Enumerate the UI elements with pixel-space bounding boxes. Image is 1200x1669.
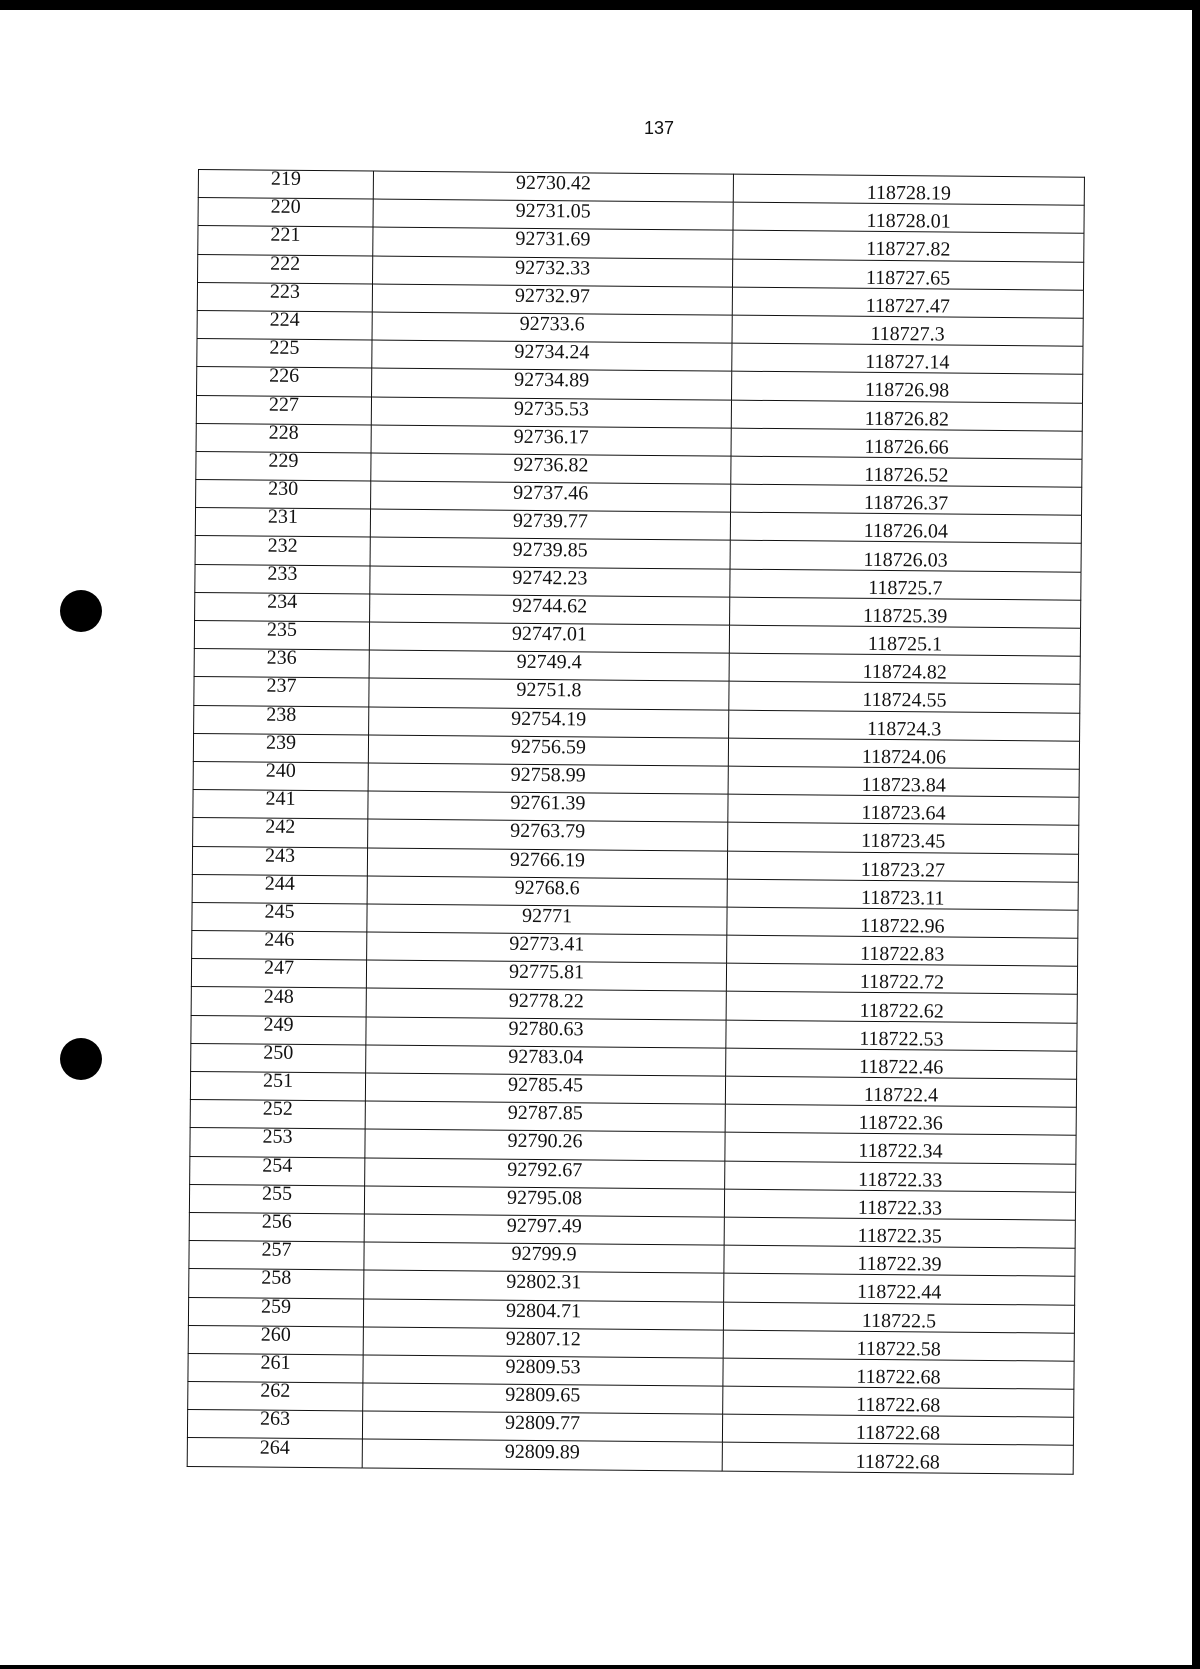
- point-number-cell-text: 238: [266, 703, 297, 726]
- y-coordinate-cell-text: 118722.5: [861, 1309, 937, 1333]
- y-coordinate-cell-text: 118725.39: [862, 604, 948, 628]
- point-number-cell-text: 243: [264, 844, 296, 867]
- x-coordinate-cell-text: 92739.85: [512, 538, 588, 561]
- y-coordinate-cell-text: 118722.83: [859, 942, 945, 966]
- x-coordinate-cell-text: 92739.77: [512, 510, 589, 533]
- point-number-cell: [188, 1325, 363, 1355]
- x-coordinate-cell: [367, 904, 727, 935]
- point-number-cell: [197, 282, 372, 312]
- y-coordinate-cell: [725, 1161, 1076, 1192]
- y-coordinate-cell-text: 118723.27: [860, 858, 946, 882]
- y-coordinate-cell-text: 118722.44: [856, 1281, 942, 1304]
- x-coordinate-cell: [371, 397, 731, 428]
- point-number-cell-text: 257: [261, 1238, 292, 1262]
- y-coordinate-cell: [723, 1330, 1074, 1361]
- x-coordinate-cell-text: 92766.19: [509, 848, 586, 871]
- y-coordinate-cell: [727, 907, 1078, 938]
- y-coordinate-cell-text: 118722.96: [860, 914, 945, 938]
- point-number-cell-text: 250: [263, 1041, 294, 1064]
- x-coordinate-cell: [362, 1439, 722, 1470]
- point-number-cell: [192, 902, 367, 932]
- point-number-cell: [196, 451, 371, 481]
- point-number-cell: [187, 1438, 362, 1468]
- x-coordinate-cell: [370, 566, 730, 597]
- point-number-cell: [189, 1184, 364, 1214]
- x-coordinate-cell: [362, 1411, 722, 1442]
- x-coordinate-cell-text: 92742.23: [512, 566, 588, 590]
- x-coordinate-cell: [366, 1045, 726, 1076]
- point-number-cell: [195, 564, 370, 594]
- x-coordinate-cell-text: 92802.31: [506, 1271, 582, 1294]
- point-number-cell-text: 247: [263, 956, 295, 980]
- y-coordinate-cell: [724, 1245, 1075, 1276]
- point-number-cell-text: 245: [264, 900, 295, 923]
- point-number-cell: [195, 536, 370, 566]
- x-coordinate-cell-text: 92744.62: [512, 594, 588, 618]
- y-coordinate-cell: [729, 625, 1080, 656]
- point-number-cell-text: 252: [262, 1097, 293, 1121]
- x-coordinate-cell-text: 92795.08: [506, 1186, 583, 1210]
- y-coordinate-cell-text: 118722.53: [859, 1027, 944, 1051]
- x-coordinate-cell: [363, 1298, 723, 1329]
- y-coordinate-cell: [727, 879, 1078, 910]
- point-number-cell-text: 240: [265, 759, 296, 782]
- y-coordinate-cell: [724, 1217, 1075, 1248]
- x-coordinate-cell: [370, 537, 730, 568]
- point-number-cell-text: 253: [262, 1126, 293, 1149]
- y-coordinate-cell-text: 118727.65: [865, 266, 951, 290]
- point-number-cell-text: 261: [260, 1351, 291, 1374]
- x-coordinate-cell: [373, 227, 733, 258]
- point-number-cell-text: 237: [266, 675, 297, 698]
- x-coordinate-cell-text: 92749.4: [516, 651, 582, 674]
- coordinates-table: [187, 169, 1085, 1474]
- y-coordinate-cell-text: 118727.82: [866, 238, 951, 262]
- point-number-cell-text: 262: [260, 1379, 291, 1403]
- y-coordinate-cell-text: 118722.36: [858, 1112, 943, 1135]
- x-coordinate-cell-text: 92790.26: [507, 1130, 583, 1153]
- y-coordinate-cell: [733, 174, 1084, 205]
- y-coordinate-cell-text: 118724.82: [862, 661, 947, 684]
- y-coordinate-cell-text: 118722.58: [856, 1337, 941, 1361]
- x-coordinate-cell: [369, 678, 729, 709]
- x-coordinate-cell: [370, 594, 730, 625]
- y-coordinate-cell-text: 118726.82: [864, 407, 950, 431]
- y-coordinate-cell-text: 118727.47: [865, 294, 951, 318]
- coordinates-table-container: [187, 169, 1084, 1474]
- x-coordinate-cell-text: 92809.53: [505, 1355, 581, 1379]
- y-coordinate-cell-text: 118722.33: [857, 1196, 943, 1220]
- x-coordinate-cell-text: 92737.46: [513, 481, 589, 505]
- x-coordinate-cell-text: 92735.53: [513, 397, 590, 421]
- x-coordinate-cell-text: 92732.33: [515, 256, 591, 280]
- point-number-cell: [196, 395, 371, 425]
- x-coordinate-cell-text: 92775.81: [508, 961, 585, 984]
- x-coordinate-cell: [368, 819, 728, 850]
- x-coordinate-cell: [365, 1101, 725, 1132]
- point-number-cell-text: 241: [265, 787, 296, 811]
- x-coordinate-cell: [372, 368, 732, 399]
- y-coordinate-cell: [729, 653, 1080, 684]
- y-coordinate-cell: [726, 992, 1077, 1023]
- x-coordinate-cell: [369, 707, 729, 738]
- y-coordinate-cell: [722, 1443, 1073, 1474]
- x-coordinate-cell: [363, 1327, 723, 1358]
- x-coordinate-cell: [363, 1355, 723, 1386]
- point-number-cell-text: 258: [261, 1267, 292, 1290]
- x-coordinate-cell-text: 92799.9: [511, 1242, 577, 1266]
- y-coordinate-cell: [732, 287, 1083, 318]
- point-number-cell-text: 229: [268, 449, 299, 472]
- y-coordinate-cell: [726, 1048, 1077, 1079]
- point-number-cell: [198, 167, 373, 200]
- y-coordinate-cell: [728, 822, 1079, 853]
- point-number-cell-text: 264: [259, 1436, 290, 1459]
- point-number-cell: [192, 874, 367, 904]
- x-coordinate-cell-text: 92758.99: [510, 763, 586, 787]
- x-coordinate-cell: [365, 1073, 725, 1104]
- y-coordinate-cell-text: 118722.72: [859, 971, 945, 994]
- y-coordinate-cell-text: 118722.46: [858, 1055, 944, 1079]
- point-number-cell: [188, 1353, 363, 1383]
- point-number-cell-text: 242: [265, 816, 296, 839]
- point-number-cell-text: 230: [268, 477, 299, 501]
- x-coordinate-cell: [367, 876, 727, 907]
- point-number-cell: [195, 592, 370, 622]
- point-number-cell-text: 256: [261, 1210, 292, 1233]
- y-coordinate-cell-text: 118722.34: [858, 1140, 943, 1164]
- x-coordinate-cell-text: 92771: [521, 904, 573, 928]
- point-number-cell-text: 255: [261, 1182, 293, 1205]
- x-coordinate-cell: [364, 1270, 724, 1301]
- y-coordinate-cell: [733, 202, 1084, 233]
- y-coordinate-cell: [728, 794, 1079, 825]
- y-coordinate-cell: [724, 1273, 1075, 1304]
- point-number-cell: [197, 367, 372, 397]
- x-coordinate-cell-text: 92736.82: [513, 453, 589, 477]
- y-coordinate-cell: [731, 456, 1082, 487]
- point-number-cell: [191, 987, 366, 1017]
- x-coordinate-cell-text: 92809.77: [504, 1412, 581, 1435]
- y-coordinate-cell-text: 118728.19: [866, 181, 952, 205]
- point-number-cell: [187, 1407, 362, 1440]
- y-coordinate-cell-text: 118723.45: [860, 830, 946, 853]
- y-coordinate-cell-text: 118722.39: [857, 1253, 942, 1276]
- point-number-cell-text: 260: [260, 1323, 291, 1346]
- x-coordinate-cell-text: 92809.65: [505, 1383, 581, 1407]
- y-coordinate-cell: [732, 371, 1083, 402]
- y-coordinate-cell-text: 118723.64: [861, 802, 946, 825]
- point-number-cell-text: 223: [269, 280, 301, 303]
- x-coordinate-cell-text: 92809.89: [504, 1440, 580, 1463]
- x-coordinate-cell: [366, 988, 726, 1019]
- point-number-cell-text: 225: [269, 336, 300, 360]
- y-coordinate-cell: [732, 259, 1083, 290]
- x-coordinate-cell: [369, 650, 729, 681]
- y-coordinate-cell-text: 118722.68: [855, 1450, 940, 1474]
- y-coordinate-cell: [726, 1020, 1077, 1051]
- point-number-cell-text: 236: [266, 646, 297, 670]
- y-coordinate-cell-text: 118722.68: [855, 1422, 941, 1445]
- point-number-cell-text: 221: [270, 224, 301, 247]
- point-number-cell: [193, 818, 368, 848]
- y-coordinate-cell: [730, 569, 1081, 600]
- y-coordinate-cell: [730, 597, 1081, 628]
- point-number-cell: [191, 1015, 366, 1045]
- point-number-cell-text: 235: [266, 618, 298, 641]
- point-number-cell: [193, 733, 368, 763]
- point-number-cell-text: 246: [264, 928, 295, 952]
- y-coordinate-cell-text: 118722.68: [856, 1393, 941, 1417]
- y-coordinate-cell-text: 118726.98: [864, 379, 950, 402]
- page-number: 137: [643, 118, 675, 138]
- x-coordinate-cell-text: 92761.39: [510, 791, 586, 815]
- x-coordinate-cell-text: 92751.8: [516, 679, 582, 702]
- point-number-cell-text: 224: [269, 308, 300, 331]
- x-coordinate-cell: [373, 199, 733, 230]
- x-coordinate-cell-text: 92787.85: [507, 1102, 583, 1125]
- y-coordinate-cell-text: 118724.55: [862, 689, 947, 713]
- point-number-cell: [194, 705, 369, 735]
- x-coordinate-cell-text: 92768.6: [514, 876, 580, 900]
- x-coordinate-cell: [372, 284, 732, 315]
- y-coordinate-cell-text: 118726.03: [863, 548, 948, 572]
- point-number-cell: [197, 310, 372, 340]
- point-number-cell: [190, 1071, 365, 1101]
- point-number-cell: [191, 1043, 366, 1073]
- x-coordinate-cell: [364, 1214, 724, 1245]
- y-coordinate-cell-text: 118725.1: [867, 632, 943, 656]
- x-coordinate-cell-text: 92763.79: [510, 820, 586, 843]
- y-coordinate-cell: [723, 1386, 1074, 1417]
- x-coordinate-cell-text: 92732.97: [514, 284, 591, 308]
- point-number-cell-text: 233: [267, 562, 298, 585]
- x-coordinate-cell: [368, 763, 728, 794]
- point-number-cell: [194, 620, 369, 650]
- x-coordinate-cell: [365, 1158, 725, 1189]
- y-coordinate-cell-text: 118726.04: [863, 520, 949, 543]
- point-number-cell-text: 219: [270, 167, 302, 190]
- x-coordinate-cell-text: 92756.59: [510, 735, 587, 759]
- y-coordinate-cell: [726, 963, 1077, 994]
- point-number-cell-text: 226: [269, 365, 300, 388]
- point-number-cell-text: 263: [259, 1407, 291, 1431]
- y-coordinate-cell-text: 118724.3: [866, 717, 942, 741]
- x-coordinate-cell-text: 92773.41: [509, 932, 585, 956]
- y-coordinate-cell: [722, 1414, 1073, 1445]
- point-number-cell-text: 234: [267, 590, 298, 613]
- y-coordinate-cell: [727, 851, 1078, 882]
- point-number-cell: [190, 1128, 365, 1158]
- x-coordinate-cell-text: 92730.42: [515, 171, 591, 195]
- point-number-cell-text: 244: [264, 872, 295, 895]
- point-number-cell-text: 259: [260, 1295, 292, 1318]
- x-coordinate-cell-text: 92731.69: [515, 228, 591, 251]
- x-coordinate-cell: [371, 481, 731, 512]
- y-coordinate-cell-text: 118724.06: [861, 745, 947, 769]
- y-coordinate-cell-text: 118728.01: [866, 210, 951, 233]
- point-number-cell-text: 251: [262, 1069, 294, 1092]
- x-coordinate-cell: [371, 425, 731, 456]
- y-coordinate-cell-text: 118726.37: [863, 491, 949, 515]
- x-coordinate-cell: [364, 1186, 724, 1217]
- y-coordinate-cell-text: 118722.4: [863, 1083, 939, 1107]
- x-coordinate-cell: [364, 1242, 724, 1273]
- point-number-cell-text: 222: [270, 252, 301, 275]
- x-coordinate-cell: [365, 1129, 725, 1160]
- x-coordinate-cell-text: 92734.89: [514, 369, 590, 392]
- point-number-cell-text: 239: [265, 731, 297, 754]
- x-coordinate-cell: [368, 791, 728, 822]
- x-coordinate-cell-text: 92785.45: [507, 1073, 584, 1097]
- point-number-cell: [189, 1269, 364, 1299]
- point-number-cell: [191, 956, 366, 989]
- y-coordinate-cell: [731, 400, 1082, 431]
- y-coordinate-cell: [733, 231, 1084, 262]
- point-number-cell-text: 228: [268, 421, 299, 444]
- x-coordinate-cell-text: 92733.6: [519, 312, 585, 336]
- x-coordinate-cell: [368, 735, 728, 766]
- x-coordinate-cell-text: 92783.04: [508, 1045, 584, 1069]
- point-number-cell: [188, 1297, 363, 1327]
- x-coordinate-cell-text: 92754.19: [511, 707, 587, 731]
- x-coordinate-cell-text: 92780.63: [508, 1017, 584, 1041]
- y-coordinate-cell-text: 118722.68: [856, 1365, 941, 1389]
- x-coordinate-cell: [367, 932, 727, 963]
- punch-hole: [60, 1038, 102, 1080]
- point-number-cell-text: 231: [267, 505, 299, 529]
- y-coordinate-cell: [723, 1302, 1074, 1333]
- point-number-cell: [193, 761, 368, 791]
- y-coordinate-cell-text: 118725.7: [868, 576, 943, 600]
- x-coordinate-cell-text: 92778.22: [508, 989, 584, 1012]
- punch-hole: [60, 590, 102, 632]
- y-coordinate-cell-text: 118722.35: [857, 1224, 942, 1248]
- y-coordinate-cell: [723, 1358, 1074, 1389]
- y-coordinate-cell-text: 118726.52: [864, 463, 949, 487]
- x-coordinate-cell-text: 92797.49: [506, 1214, 582, 1238]
- x-coordinate-cell: [363, 1383, 723, 1414]
- x-coordinate-cell-text: 92807.12: [505, 1327, 581, 1351]
- x-coordinate-cell: [369, 622, 729, 653]
- x-coordinate-cell-text: 92804.71: [505, 1299, 582, 1322]
- x-coordinate-cell-text: 92736.17: [513, 425, 589, 449]
- y-coordinate-cell: [724, 1189, 1075, 1220]
- point-number-cell: [195, 505, 370, 538]
- x-coordinate-cell-text: 92792.67: [507, 1158, 583, 1182]
- x-coordinate-cell: [371, 453, 731, 484]
- x-coordinate-cell-text: 92734.24: [514, 340, 590, 364]
- x-coordinate-cell: [372, 340, 732, 371]
- y-coordinate-cell-text: 118723.84: [861, 773, 946, 797]
- table-body: [187, 167, 1084, 1474]
- y-coordinate-cell: [731, 428, 1082, 459]
- x-coordinate-cell: [366, 960, 726, 991]
- y-coordinate-cell-text: 118727.14: [865, 351, 950, 374]
- point-number-cell-text: 248: [263, 985, 294, 1008]
- y-coordinate-cell: [732, 315, 1083, 346]
- x-coordinate-cell-text: 92731.05: [515, 200, 591, 223]
- point-number-cell-text: 254: [262, 1154, 293, 1177]
- point-number-cell-text: 220: [270, 195, 301, 219]
- x-coordinate-cell: [366, 1017, 726, 1048]
- y-coordinate-cell: [725, 1076, 1076, 1107]
- x-coordinate-cell-text: 92747.01: [511, 622, 588, 646]
- x-coordinate-cell: [373, 171, 733, 202]
- y-coordinate-cell: [730, 512, 1081, 543]
- point-number-cell-text: 227: [268, 393, 300, 416]
- y-coordinate-cell: [729, 682, 1080, 713]
- x-coordinate-cell: [373, 256, 733, 287]
- y-coordinate-cell: [728, 766, 1079, 797]
- point-number-cell-text: 232: [267, 534, 298, 557]
- y-coordinate-cell: [727, 935, 1078, 966]
- point-number-cell-text: 249: [263, 1013, 294, 1036]
- x-coordinate-cell: [367, 848, 727, 879]
- y-coordinate-cell-text: 118722.62: [859, 999, 944, 1023]
- point-number-cell: [190, 1156, 365, 1186]
- point-number-cell: [194, 677, 369, 707]
- point-number-cell: [196, 423, 371, 453]
- x-coordinate-cell: [372, 312, 732, 343]
- point-number-cell: [192, 846, 367, 876]
- y-coordinate-cell-text: 118722.33: [857, 1168, 943, 1192]
- y-coordinate-cell: [732, 343, 1083, 374]
- y-coordinate-cell: [728, 738, 1079, 769]
- y-coordinate-cell: [731, 484, 1082, 515]
- y-coordinate-cell: [725, 1104, 1076, 1135]
- point-number-cell: [198, 226, 373, 256]
- y-coordinate-cell-text: 118723.11: [860, 886, 945, 910]
- document-page: [0, 10, 1192, 1665]
- y-coordinate-cell-text: 118726.66: [864, 435, 949, 459]
- point-number-cell: [198, 254, 373, 284]
- point-number-cell: [189, 1212, 364, 1242]
- x-coordinate-cell: [370, 509, 730, 540]
- y-coordinate-cell: [730, 541, 1081, 572]
- y-coordinate-cell: [725, 1133, 1076, 1164]
- y-coordinate-cell-text: 118727.3: [870, 322, 945, 346]
- y-coordinate-cell: [729, 710, 1080, 741]
